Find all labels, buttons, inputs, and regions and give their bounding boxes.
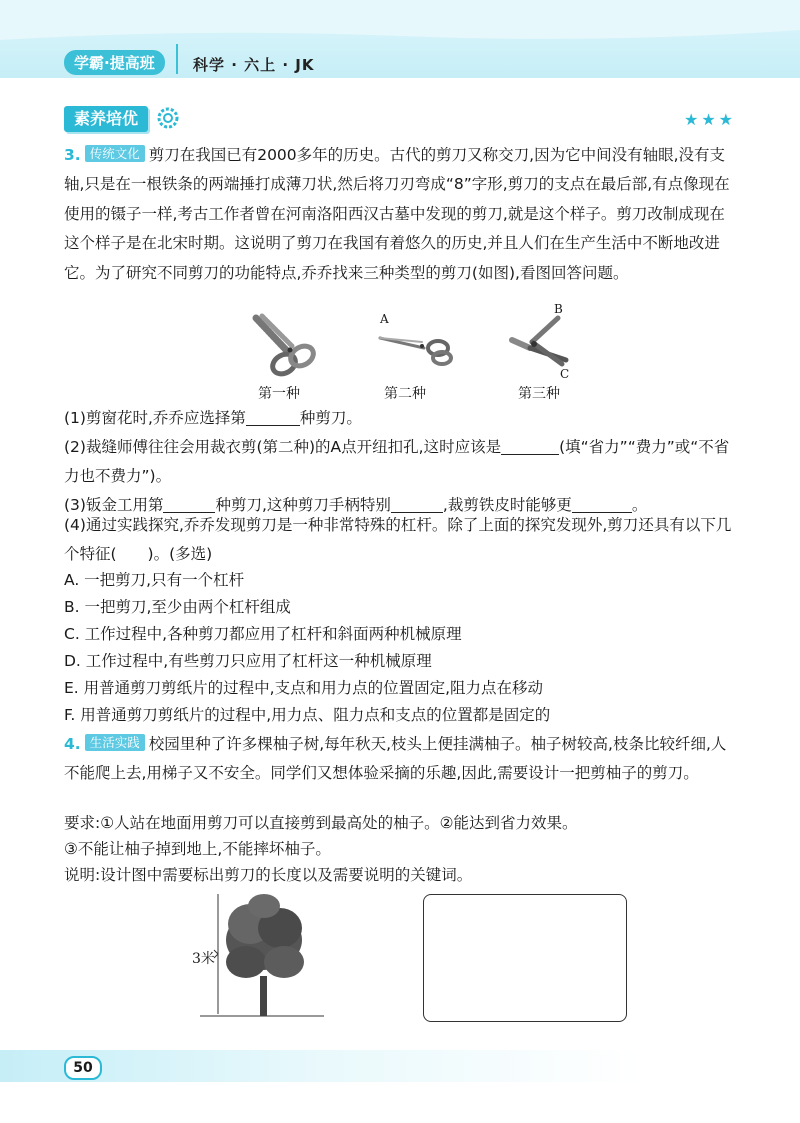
page-header [0,0,800,78]
question-3-part-4: (4)通过实践探究,乔乔发现剪刀是一种非常特殊的杠杆。除了上面的探究发现外,剪刀还具有以下几个特征( )。(多选) [64,516,732,564]
pomelo-tree-image [200,892,330,1024]
question-number: 3. [64,146,81,164]
scissors-type-1-image [248,312,318,382]
question-3-part-2: (2)裁缝师傅往往会用裁衣剪(第二种)的A点开纽扣孔,这时应该是 (填“省力”“费力”或“不省力也不费力”)。 [64,438,730,486]
question-4-requirement-1: 要求:①人站在地面用剪刀可以直接剪到最高处的柚子。②能达到省力效果。 [64,814,578,832]
question-text: 校园里种了许多棵柚子树,每年秋天,枝头上便挂满柚子。柚子树较高,枝条比较纤细,人不能爬上去,用梯子又不安全。同学们又想体验采摘的乐趣,因此,需要设计一把剪柚子的剪刀。 [64,735,727,783]
option-b[interactable]: B. 一把剪刀,至少由两个杠杆组成 [64,598,291,616]
scissors-type-3-image [508,314,578,372]
question-number: 4. [64,735,81,753]
point-c-label: C [560,367,570,381]
point-a-label: A [380,312,389,326]
brand-label: 学霸·提高班 [64,50,165,75]
page-number: 50 [64,1056,102,1080]
figure-caption-2: 第二种 [384,386,426,402]
figure-caption-3: 第三种 [518,386,560,402]
question-text: 剪刀在我国已有2000多年的历史。古代的剪刀又称交刀,因为它中间没有轴眼,没有支轴,只是在一根铁条的两端捶打成薄刀状,然后将刀刃弯成“8”字形,剪刀的支点在最后部,有点像现在使用的镊子一样,考古工作者曾在河南洛阳西汉古墓中发现的剪刀,就是这个样子。剪刀改制成现在这个样子是在北宋时期。这说明了剪刀在我国有着悠久的历史,并且人们在生产生活中不断地改进它。为了研究不同剪刀的功能特点,乔乔找来三种类型的剪刀(如图),看图回答问题。 [64,146,730,282]
option-c[interactable]: C. 工作过程中,各种剪刀都应用了杠杆和斜面两种机械原理 [64,625,462,643]
answer-blank[interactable] [501,437,559,455]
question-3-intro [64,141,736,288]
page-footer [0,1050,800,1123]
answer-blank[interactable] [246,408,300,426]
question-4-requirement-2: ③不能让柚子掉到地上,不能摔坏柚子。 [64,840,331,858]
footer-band [0,1050,800,1082]
section-title: 素养培优 [64,106,148,132]
design-drawing-box[interactable] [423,894,627,1022]
question-4-intro [64,730,736,789]
tree-height-label: 3米 [192,951,215,967]
scissors-type-2-image [376,322,458,368]
question-3-part-3: (3)钣金工用第 种剪刀,这种剪刀手柄特别 ,裁剪铁皮时能够更 。 [64,496,648,514]
option-a[interactable]: A. 一把剪刀,只有一个杠杆 [64,571,245,589]
point-b-label: B [554,302,563,316]
figure-caption-1: 第一种 [258,386,300,402]
option-d[interactable]: D. 工作过程中,有些剪刀只应用了杠杆这一种机械原理 [64,652,432,670]
difficulty-stars: ★★★ [683,110,736,129]
option-f[interactable]: F. 用普通剪刀剪纸片的过程中,用力点、阻力点和支点的位置都是固定的 [64,706,551,724]
category-badge: 传统文化 [85,145,145,162]
option-e[interactable]: E. 用普通剪刀剪纸片的过程中,支点和用力点的位置固定,阻力点在移动 [64,679,544,697]
gear-icon [156,106,180,130]
header-divider [176,44,178,74]
question-3-part-1: (1)剪窗花时,乔乔应选择第 种剪刀。 [64,409,362,427]
subject-label: 科学 · 六上 · JK [193,56,315,74]
question-4-note: 说明:设计图中需要标出剪刀的长度以及需要说明的关键词。 [64,866,473,884]
category-badge: 生活实践 [85,734,145,751]
